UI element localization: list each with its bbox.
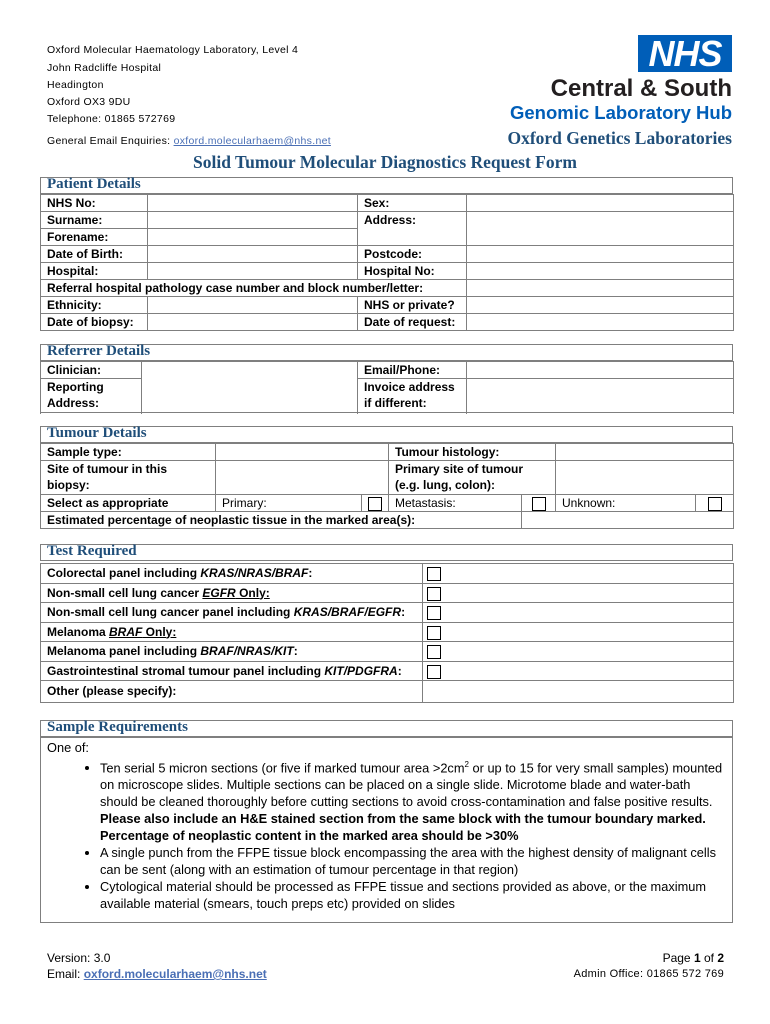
test-spacer (445, 583, 734, 603)
sample-requirements-box (40, 737, 733, 923)
test-spacer (445, 564, 734, 584)
test-checkbox[interactable] (427, 567, 441, 581)
test-label-text: Colorectal panel including (47, 566, 201, 580)
footer-email-line (47, 967, 267, 981)
test-gene-names: KIT/PDGFRA (324, 663, 398, 678)
date-request-field[interactable] (467, 314, 734, 331)
dob-field[interactable] (148, 246, 358, 263)
clinician-label: Clinician: (41, 362, 142, 379)
site-label-1: Site of tumour in this (47, 462, 167, 476)
email-phone-label: Email/Phone: (358, 362, 467, 379)
general-email-label: General Email Enquiries: (47, 135, 174, 147)
nhs-private-label: NHS or private? (358, 297, 467, 314)
forename-label: Forename: (41, 229, 148, 246)
test-label (41, 583, 423, 603)
postcode-label: Postcode: (358, 246, 467, 263)
patient-details-heading (40, 177, 733, 194)
site-label-2: biopsy: (47, 478, 90, 492)
invoice-label-1: Invoice address (364, 380, 455, 394)
test-label-text: Gastrointestinal stromal tumour panel including (47, 663, 325, 678)
test-row (41, 583, 734, 603)
sample-type-field[interactable] (216, 444, 389, 461)
address-label: Address: (358, 212, 467, 246)
sex-label: Sex: (358, 195, 467, 212)
bullet-1-superscript: 2 (464, 760, 469, 769)
primary-site-label-2: (e.g. lung, colon): (395, 478, 495, 492)
test-label-suffix: : (401, 605, 406, 619)
invoice-label-2: if different: (364, 396, 427, 410)
bullet-1-bold-2: Percentage of neoplastic content in the marked area should be >30% (100, 828, 519, 844)
address-line-3: Headington (47, 79, 104, 91)
test-spacer (445, 603, 734, 623)
one-of-label: One of: (47, 740, 89, 755)
referrer-details-table (40, 361, 734, 413)
hospital-field[interactable] (148, 263, 358, 280)
test-label-suffix: : (293, 644, 298, 658)
metastasis-option-label: Metastasis: (389, 495, 522, 512)
other-test-field[interactable] (423, 681, 734, 703)
nhs-no-field[interactable] (148, 195, 358, 212)
bullet-1-text-b: or up to 15 for very small samples) mounted on microscope slides. Multiple sections can be placed on a single slide. Microtome blade and water-bath should be cleaned thoroughly before cutting sections to avoid cross-contamination and false positive results. (100, 760, 723, 810)
test-label (41, 603, 423, 623)
unknown-checkbox[interactable] (708, 497, 722, 511)
test-checkbox-cell (423, 564, 445, 584)
patient-details-title: Patient Details (47, 176, 141, 192)
test-required-heading (40, 544, 733, 561)
forename-field[interactable] (148, 229, 358, 246)
test-gene-names: EGFR (202, 585, 236, 600)
page-total: 2 (717, 951, 724, 965)
test-gene-names: BRAF (109, 624, 143, 639)
test-label-suffix: Only: (235, 585, 270, 600)
admin-office: Admin Office: 01865 572 769 (573, 968, 724, 980)
ethnicity-field[interactable] (148, 297, 358, 314)
unknown-cell (696, 495, 734, 512)
histology-field[interactable] (556, 444, 734, 461)
test-checkbox[interactable] (427, 645, 441, 659)
test-row (41, 642, 734, 662)
address-line-1: Oxford Molecular Haematology Laboratory, Level 4 (47, 44, 299, 56)
hospital-label: Hospital: (41, 263, 148, 280)
sample-type-label: Sample type: (41, 444, 216, 461)
test-spacer (445, 661, 734, 681)
test-label-text: Melanoma panel including (47, 644, 201, 658)
reporting-address-word: Address: (47, 396, 100, 410)
bullet-1-text-a: Ten serial 5 micron sections (or five if marked tumour area >2cm (100, 760, 465, 776)
address-line-2: John Radcliffe Hospital (47, 62, 162, 74)
test-checkbox-cell (423, 603, 445, 623)
date-request-label: Date of request: (358, 314, 467, 331)
nhs-private-field[interactable] (467, 297, 734, 314)
page-number (663, 951, 724, 965)
test-gene-names: KRAS/NRAS/BRAF (200, 566, 309, 580)
sample-req-bullet-1 (100, 756, 726, 844)
test-checkbox-cell (423, 622, 445, 642)
estimated-percentage-field[interactable] (522, 512, 734, 529)
test-row (41, 564, 734, 584)
primary-cell (362, 495, 389, 512)
test-checkbox-cell (423, 583, 445, 603)
nhs-no-label: NHS No: (41, 195, 148, 212)
test-row (41, 603, 734, 623)
sample-requirements-list (47, 756, 726, 912)
test-required-table (40, 563, 734, 703)
referral-case-field[interactable] (467, 280, 734, 297)
test-label-text: Non-small cell lung cancer (47, 585, 203, 600)
test-checkbox[interactable] (427, 626, 441, 640)
sex-field[interactable] (467, 195, 734, 212)
version-text: Version: 3.0 (47, 951, 111, 965)
test-checkbox-cell (423, 661, 445, 681)
test-checkbox[interactable] (427, 587, 441, 601)
referral-case-label: Referral hospital pathology case number and block number/letter: (41, 280, 467, 297)
footer-email-label: Email: (47, 967, 84, 981)
test-checkbox[interactable] (427, 606, 441, 620)
test-row (41, 622, 734, 642)
site-field[interactable] (216, 461, 389, 495)
select-label: Select as appropriate (41, 495, 216, 512)
org-title: Central & South (550, 75, 732, 102)
form-title: Solid Tumour Molecular Diagnostics Request Form (193, 152, 577, 172)
primary-site-label-1: Primary site of tumour (395, 462, 524, 476)
general-email-line (47, 135, 331, 148)
surname-field[interactable] (148, 212, 358, 229)
reporting-address-label (41, 379, 142, 413)
date-biopsy-label: Date of biopsy: (41, 314, 148, 331)
histology-label: Tumour histology: (389, 444, 556, 461)
test-row (41, 661, 734, 681)
invoice-address-field[interactable] (467, 379, 734, 413)
test-label (41, 622, 423, 642)
lab-name: Oxford Genetics Laboratories (507, 128, 732, 148)
test-label (41, 661, 423, 681)
test-label (41, 642, 423, 662)
test-label-suffix: : (308, 566, 313, 580)
other-test-label: Other (please specify): (41, 681, 423, 703)
hospital-no-label: Hospital No: (358, 263, 467, 280)
sample-requirements-title: Sample Requirements (47, 719, 188, 735)
test-gene-names: BRAF/NRAS/KIT (200, 644, 294, 658)
site-label (41, 461, 216, 495)
nhs-logo: NHS (638, 35, 732, 72)
primary-site-field[interactable] (556, 461, 734, 495)
referrer-details-title: Referrer Details (47, 343, 151, 359)
tumour-details-heading (40, 426, 733, 443)
test-label-text: Melanoma (47, 624, 110, 639)
sample-requirements-heading (40, 720, 733, 737)
test-label-suffix: : (397, 663, 402, 678)
patient-details-table (40, 194, 734, 331)
page-current: 1 (693, 951, 701, 965)
surname-label: Surname: (41, 212, 148, 229)
tumour-details-title: Tumour Details (47, 425, 147, 441)
primary-checkbox[interactable] (368, 497, 382, 511)
page-prefix: Page (662, 951, 694, 965)
date-biopsy-field[interactable] (148, 314, 358, 331)
sample-req-bullet-3: • Cytological material should be processed as FFPE tissue and sections provided as above, or the maximum available material (smears, touch preps etc) provided on slides (100, 878, 726, 912)
test-label-text: Non-small cell lung cancer panel including (47, 605, 294, 619)
estimated-percentage-label: Estimated percentage of neoplastic tissue in the marked area(s): (41, 512, 522, 529)
referrer-details-heading (40, 344, 733, 361)
invoice-address-label (358, 379, 467, 413)
test-checkbox-cell (423, 642, 445, 662)
email-phone-field[interactable] (467, 362, 734, 379)
test-row-other (41, 681, 734, 703)
test-spacer (445, 642, 734, 662)
test-label (41, 564, 423, 584)
metastasis-cell (522, 495, 556, 512)
address-field[interactable] (467, 212, 734, 246)
reporting-label: Reporting (47, 380, 104, 394)
test-spacer (445, 622, 734, 642)
org-subtitle: Genomic Laboratory Hub (509, 102, 732, 123)
clinician-field[interactable] (142, 362, 358, 413)
postcode-field[interactable] (467, 246, 734, 263)
bullet-1-bold-1: Please also include an H&E stained section from the same block with the tumour boundary marked. (100, 811, 706, 827)
test-gene-names: KRAS/BRAF/EGFR (293, 605, 402, 619)
page-of: of (700, 951, 718, 965)
primary-option-label: Primary: (216, 495, 362, 512)
test-required-title: Test Required (47, 543, 137, 559)
test-checkbox[interactable] (427, 665, 441, 679)
dob-label: Date of Birth: (41, 246, 148, 263)
sample-req-bullet-2: • A single punch from the FFPE tissue block encompassing the area with the highest density of malignant cells can be sent (along with an estimation of tumour percentage in that region) (100, 844, 726, 878)
general-email-link[interactable]: oxford.molecularhaem@nhs.net (173, 135, 331, 147)
telephone-line: Telephone: 01865 572769 (47, 113, 176, 125)
ethnicity-label: Ethnicity: (41, 297, 148, 314)
hospital-no-field[interactable] (467, 263, 734, 280)
primary-site-label (389, 461, 556, 495)
tumour-details-table (40, 443, 734, 529)
unknown-option-label: Unknown: (556, 495, 696, 512)
address-line-4: Oxford OX3 9DU (47, 96, 131, 108)
metastasis-checkbox[interactable] (532, 497, 546, 511)
footer-email-link[interactable]: oxford.molecularhaem@nhs.net (83, 967, 267, 981)
test-label-suffix: Only: (142, 624, 177, 639)
